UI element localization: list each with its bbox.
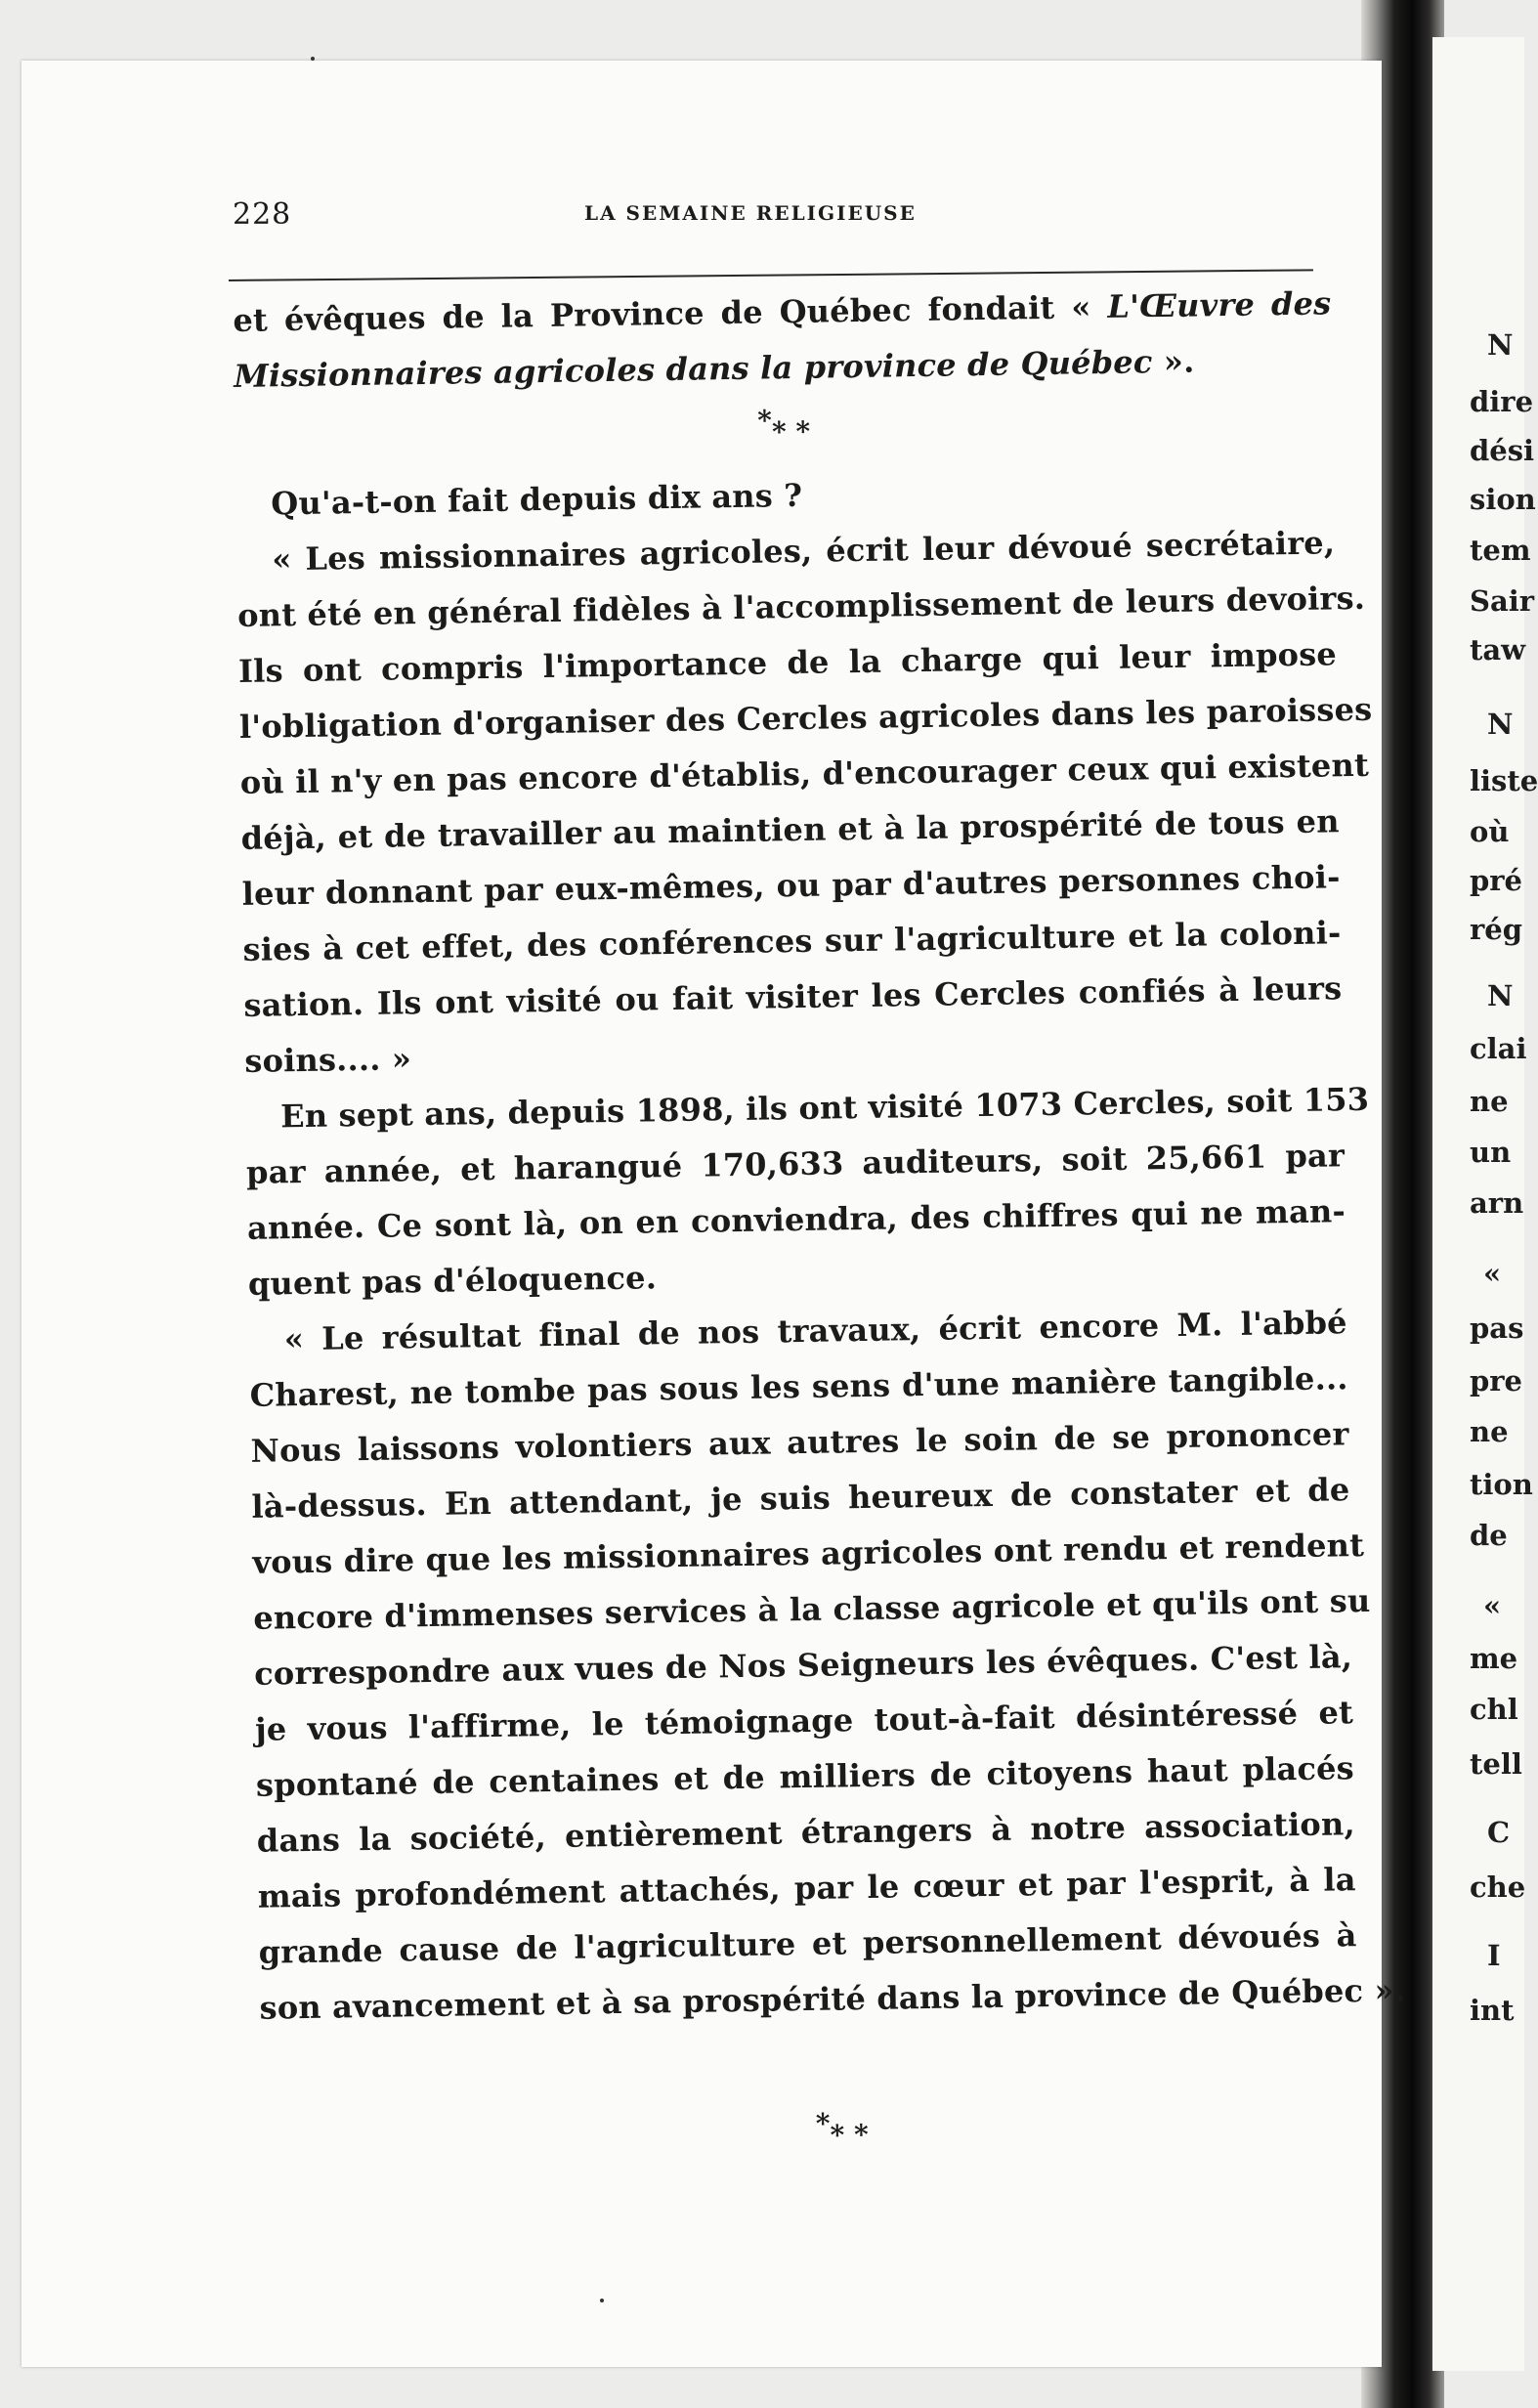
text-line: encore d'immenses services à la classe agricole et qu'ils ont su xyxy=(253,1581,1371,1637)
facing-page-fragment: ne xyxy=(1470,1085,1509,1118)
facing-page-fragment: pas xyxy=(1470,1312,1524,1345)
facing-page-fragment: dire xyxy=(1470,385,1534,418)
text-line: et évêques de la Province de Québec fondait « L'Œuvre des xyxy=(233,284,1332,339)
facing-page-fragment: N xyxy=(1487,328,1514,362)
facing-page-fragment: liste xyxy=(1470,764,1538,797)
text-line: Nous laissons volontiers aux autres le soin de se prononcer xyxy=(250,1415,1349,1470)
text-line: je vous l'affirme, le témoignage tout-à-fait désintéressé et xyxy=(254,1694,1354,1748)
text-line: dans la société, entièrement étrangers à notre association, xyxy=(256,1805,1356,1860)
facing-page-fragment: un xyxy=(1470,1136,1512,1169)
facing-page-fragment: me xyxy=(1470,1642,1518,1675)
text-line: par année, et harangué 170,633 auditeurs, soit 25,661 par xyxy=(245,1137,1346,1191)
facing-page-fragment: rég xyxy=(1470,913,1523,946)
facing-page-fragment: tem xyxy=(1470,534,1531,567)
text-line: son avancement et à sa prospérité dans la province de Québec ». xyxy=(259,1971,1406,2027)
facing-page-fragment: C xyxy=(1487,1816,1511,1849)
facing-page-fragment: pre xyxy=(1470,1364,1523,1398)
facing-page-fragment: I xyxy=(1487,1939,1501,1972)
text-line: Ils ont compris l'importance de la charge qui leur impose xyxy=(237,635,1338,690)
text-line: année. Ce sont là, on en conviendra, des chiffres qui ne man- xyxy=(246,1192,1346,1247)
text-line: déjà, et de travailler au maintien et à la prospérité de tous en xyxy=(240,802,1340,857)
facing-page-fragment: int xyxy=(1470,1994,1515,2027)
quote-secretary xyxy=(236,515,1377,1090)
facing-page-fragment: arn xyxy=(1470,1186,1524,1220)
article-body xyxy=(233,276,1406,2037)
facing-page-fragment: chl xyxy=(1470,1693,1518,1726)
text-line: « Les missionnaires agricoles, écrit leur dévoué secrétaire, xyxy=(271,524,1336,579)
speck xyxy=(311,57,315,61)
facing-page-fragment: sion xyxy=(1470,483,1536,516)
text-line: spontané de centaines et de milliers de citoyens haut placés xyxy=(255,1749,1355,1804)
question-line: Qu'a-t-on fait depuis dix ans ? xyxy=(271,476,803,523)
quote-charest xyxy=(248,1295,1406,2037)
facing-page-fragment: clai xyxy=(1470,1032,1527,1065)
facing-page-fragment: où xyxy=(1470,815,1510,848)
text-line: Charest, ne tombe pas sous les sens d'une manière tangible... xyxy=(249,1359,1348,1414)
text-line: ont été en général fidèles à l'accomplissement de leurs devoirs. xyxy=(236,579,1366,634)
section-separator: ** * xyxy=(756,404,811,449)
text-line: mais profondément attachés, par le cœur et par l'esprit, à la xyxy=(257,1861,1356,1915)
text-line: Missionnaires agricoles dans la province de Québec ». xyxy=(234,342,1195,395)
facing-page-fragment: ne xyxy=(1470,1415,1509,1448)
text-line: sies à cet effet, des conférences sur l'agriculture et la coloni- xyxy=(242,914,1342,968)
facing-page-fragment: che xyxy=(1470,1870,1526,1904)
facing-page-fragment: N xyxy=(1487,708,1514,741)
text-line: grande cause de l'agriculture et personnellement dévoués à xyxy=(258,1916,1357,1971)
facing-page-fragment: N xyxy=(1487,979,1514,1012)
page-number: 228 xyxy=(233,197,292,232)
text-line: sation. Ils ont visité ou fait visiter les Cercles confiés à leurs xyxy=(243,969,1343,1024)
statistics-paragraph xyxy=(245,1072,1380,1312)
running-title: LA SEMAINE RELIGIEUSE xyxy=(584,201,917,225)
facing-page-fragment: tell xyxy=(1470,1747,1522,1781)
text-line: où il n'y en pas encore d'établis, d'encourager ceux qui existent xyxy=(239,746,1370,801)
facing-page-fragment: tion xyxy=(1470,1468,1533,1501)
speck xyxy=(600,2299,604,2302)
text-line: là-dessus. En attendant, je suis heureux de constater et de xyxy=(251,1471,1350,1526)
text-line: leur donnant par eux-mêmes, ou par d'autres personnes choi- xyxy=(241,858,1341,913)
text-line: « Le résultat final de nos travaux, écrit encore M. l'abbé xyxy=(283,1304,1347,1358)
facing-page xyxy=(1432,37,1538,2371)
facing-page-fragment: taw xyxy=(1470,633,1526,666)
facing-page-fragment: Sair xyxy=(1470,584,1535,618)
facing-page-fragment: « xyxy=(1483,1257,1502,1290)
facing-page-fragment: « xyxy=(1483,1589,1502,1622)
facing-page-fragment: dési xyxy=(1470,434,1535,467)
facing-page-fragment: pré xyxy=(1470,864,1523,897)
text-line: En sept ans, depuis 1898, ils ont visité 1073 Cercles, soit 153 xyxy=(279,1080,1370,1136)
text-line: l'obligation d'organiser des Cercles agricoles dans les paroisses xyxy=(238,690,1373,746)
facing-page-fragment: de xyxy=(1470,1519,1508,1552)
text-line: quent pas d'éloquence. xyxy=(247,1259,658,1303)
text-line: correspondre aux vues de Nos Seigneurs les évêques. C'est là, xyxy=(253,1638,1353,1693)
text-line: vous dire que les missionnaires agricoles ont rendu et rendent xyxy=(252,1526,1365,1581)
closing-separator: ** * xyxy=(815,2107,869,2152)
text-line: soins.... » xyxy=(244,1040,412,1080)
